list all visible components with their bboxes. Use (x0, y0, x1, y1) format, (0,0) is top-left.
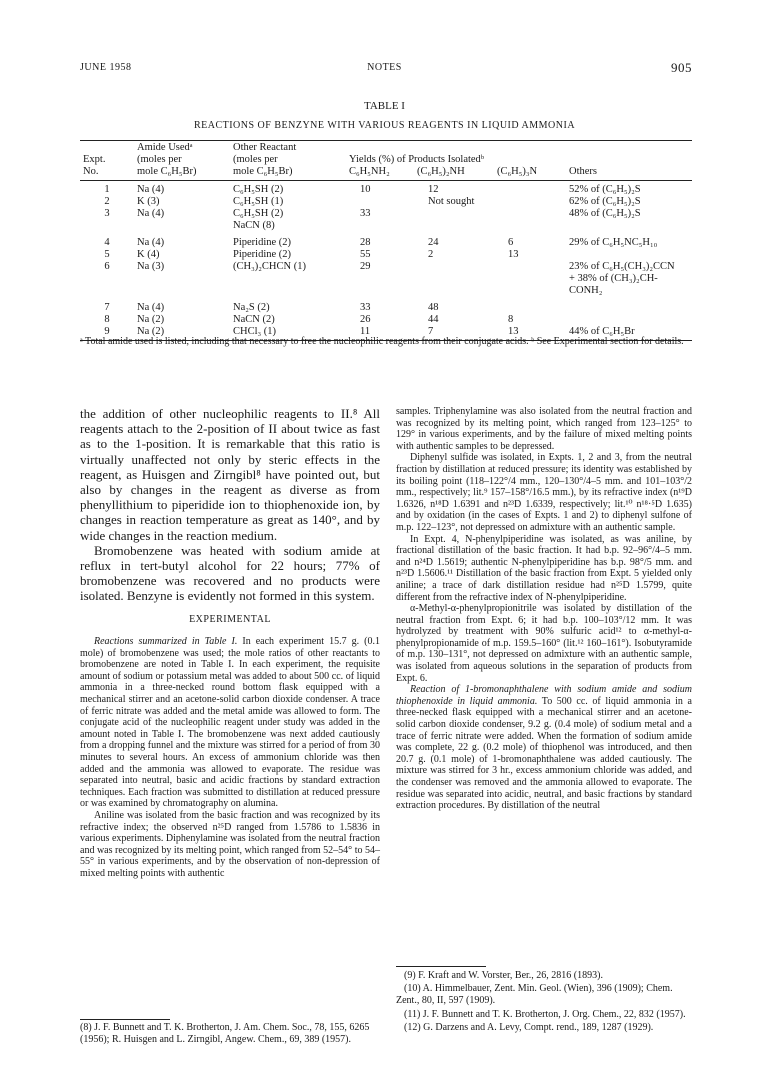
paragraph: In Expt. 4, N-phenylpiperidine was isolated, as was aniline, by fractional distillation of the basic fraction. It had b.p. 92–96°/4–5 mm. and n²⁴D 1.5619; authentic N-phenylpiperidine has b.p. 98°/5 mm. and n²³D 1.5606.¹¹ Distillation of the basic fraction from Expt. 5 yielded only aniline; a trace of dark distillation residue had n²⁵D 1.5799, quite different from the refractive index of N-phenylpiperidine. (396, 533, 692, 603)
table-cell: Na (3) (137, 261, 165, 272)
table-cell (566, 297, 692, 314)
col-header-amide-2: mole C₆H₅Br) (134, 166, 230, 181)
table-cell (346, 220, 414, 232)
table-cell: 33 (360, 302, 371, 313)
col-header-reactant-1: (moles per (233, 154, 278, 165)
col-header-expt-0 (80, 141, 134, 155)
table-cell: Not sought (428, 196, 475, 207)
table-cell (414, 220, 494, 232)
reference-11: (11) J. F. Bunnett and T. K. Brotherton, J. Org. Chem., 22, 832 (1957). (404, 1008, 686, 1020)
section-lead: Reactions summarized in Table I. (94, 636, 238, 647)
table-cell: C₆H₅SH (2) (233, 208, 284, 219)
table-cell: 23% of C₆H₅(CH₃)₂CCN (569, 261, 675, 272)
table-cell: 3 (104, 208, 110, 219)
table-cell: 8 (104, 314, 110, 325)
table-cell (494, 181, 566, 197)
table-cell: Na (2) (137, 314, 165, 325)
table-cell: (CH₃)₂CHCN (1) (233, 261, 306, 272)
table-cell: Na (4) (137, 237, 165, 248)
table-cell: 4 (104, 237, 110, 248)
paragraph: Diphenyl sulfide was isolated, in Expts. 1, 2 and 3, from the neutral fraction by distillation at reduced pressure; its identity was established by its boiling point (118–122°/4 mm., 120–130°/4–5 mm. and 101–103°/2 mm., respectively; lit.⁹ 157–158°/16.5 mm.), by its refractive index (n¹⁹D 1.6326, n¹⁸D 1.6391 and n²³D 1.6339, respectively; lit.¹⁰ n¹⁸·⁵D 1.635) and by oxidation (in the cases of Expts. 1 and 2) to diphenyl sulfone of m.p. 122–123°, not depressed on admixture with an authentic sample. (396, 452, 692, 533)
table-cell (80, 273, 134, 285)
table-cell: 12 (428, 184, 439, 195)
table-cell (414, 273, 494, 285)
table-cell (494, 273, 566, 285)
table-cell (414, 208, 494, 220)
paragraph: α-Methyl-α-phenylpropionitrile was isolated by distillation of the neutral fraction from Expt. 6; it had b.p. 100–103°/12 mm. It was hydrolyzed by treatment with 90% sulfuric acid¹² to α-methyl-α-phenylpropionamide of m.p. 159.5–160° (lit.¹² 160–161°). Isobutyramide of m.p. 130–131°, not depressed on admixture with an authentic sample, was isolated from aqueous solutions in the separation of products from Expt. 6. (396, 603, 692, 684)
left-body-text (80, 406, 380, 604)
col-header-yields: Yields (%) of Products Isolatedᵇ (349, 154, 485, 165)
table-cell: 5 (104, 249, 110, 260)
paragraph: samples. Triphenylamine was also isolated from the neutral fraction and was recognized by its melting point, which ranged from 123–125° to 129° in various experiments, and by the failure of mixed melting points with authentic samples to be depressed. (396, 406, 692, 452)
table-row (80, 232, 692, 249)
table-cell: Na (4) (137, 302, 165, 313)
table-cell: 7 (104, 302, 110, 313)
table-cell (346, 285, 414, 297)
table-cell: 48% of (C₆H₅)₂S (569, 208, 641, 219)
table-cell (346, 196, 414, 208)
table-cell (494, 196, 566, 208)
table-cell (414, 261, 494, 273)
table-row (80, 297, 692, 314)
table-row (80, 196, 692, 208)
table-cell: Piperidine (2) (233, 237, 292, 248)
table-cell: + 38% of (CH₃)₂CH- (569, 273, 658, 284)
table-cell: 2 (104, 196, 110, 207)
table-cell (230, 273, 346, 285)
table-cell: C₆H₅SH (1) (233, 196, 284, 207)
references-list (396, 970, 692, 1035)
table-cell: 11 (346, 326, 414, 341)
table-cell: 8 (508, 314, 514, 325)
table-cell: K (3) (137, 196, 160, 207)
table-cell: 29% of C₆H₅NC₅H₁₀ (569, 237, 658, 248)
table-row (80, 208, 692, 220)
col-header-others: Others (566, 166, 692, 181)
table-cell: 24 (428, 237, 439, 248)
running-header-date: JUNE 1958 (80, 62, 132, 73)
table-cell (494, 285, 566, 297)
table-cell (230, 285, 346, 297)
table-cell: Na (2) (134, 326, 230, 341)
col-header-amide-0: Amide Usedᵃ (134, 141, 230, 155)
table-cell: 48 (428, 302, 439, 313)
table-cell: NaCN (8) (233, 220, 275, 231)
table-cell: Na (4) (137, 184, 165, 195)
table-cell: CHCl₃ (1) (230, 326, 346, 341)
table-cell: K (4) (137, 249, 160, 260)
table-cell (494, 297, 566, 314)
col-header-triphenylamine: (C₆H₅)₃N (494, 166, 566, 181)
reactions-table (80, 140, 692, 341)
table-label: TABLE I (364, 100, 405, 112)
table-cell (566, 249, 692, 261)
table-cell: 13 (508, 249, 519, 260)
table-cell: 1 (104, 184, 110, 195)
table-cell (566, 220, 692, 232)
col-header-amide-1: (moles per (137, 154, 182, 165)
reference-12: (12) G. Darzens and A. Levy, Compt. rend., 189, 1287 (1929). (404, 1021, 654, 1033)
section-lead: Reaction of 1-bromonaphthalene with sodium amide and sodium thiophenoxide in liquid ammonia. (396, 684, 692, 707)
table-cell: 26 (360, 314, 371, 325)
table-cell: Na (4) (137, 208, 165, 219)
paragraph: Bromobenzene was heated with sodium amide at reflux in tert-butyl alcohol for 22 hours; 77% of bromobenzene was recovered and no products were isolated. Benzyne is evidently not formed in this system. (80, 542, 380, 604)
table-cell: 28 (360, 237, 371, 248)
table-cell (134, 273, 230, 285)
table-cell: NaCN (2) (233, 314, 275, 325)
table-row (80, 273, 692, 285)
col-header-diphenylamine: (C₆H₅)₂NH (414, 166, 494, 181)
table-row (80, 314, 692, 326)
reference-8: (8) J. F. Bunnett and T. K. Brotherton, J. Am. Chem. Soc., 78, 155, 6265 (1956); R. Huisgen and L. Zirngibl, Angew. Chem., 69, 389 (1957). (80, 1022, 370, 1046)
reference-10: (10) A. Himmelbauer, Zent. Min. Geol. (Wien), 396 (1909); Chem. Zent., 80, II, 597 (1909). (396, 983, 673, 1007)
table-title: REACTIONS OF BENZYNE WITH VARIOUS REAGENTS IN LIQUID AMMONIA (193, 120, 576, 131)
experimental-text (80, 636, 380, 879)
table-cell: Piperidine (2) (233, 249, 292, 260)
page-number: 905 (671, 60, 692, 75)
table-row (80, 249, 692, 261)
table-cell: 55 (360, 249, 371, 260)
table-cell (566, 314, 692, 326)
table-cell: 29 (360, 261, 371, 272)
table-cell (80, 220, 134, 232)
col-header-expt-1: Expt. (83, 154, 106, 165)
table-cell: 33 (360, 208, 371, 219)
running-header-section: NOTES (367, 62, 402, 73)
col-header-aniline: C₆H₅NH₂ (346, 166, 414, 181)
table-row (80, 261, 692, 273)
table-row (80, 285, 692, 297)
table-cell: 62% of (C₆H₅)₂S (569, 196, 641, 207)
table-cell (414, 285, 494, 297)
footnote-rule (80, 1019, 170, 1020)
table-cell: 6 (104, 261, 110, 272)
table-cell: 52% of (C₆H₅)₂S (569, 184, 641, 195)
table-footnote: ᵃ Total amide used is listed, including that necessary to free the nucleophilic reagents from their conjugate acids. ᵇ See Experimental section for details. (80, 336, 684, 347)
table-cell: 44 (428, 314, 439, 325)
right-body-text (396, 406, 692, 812)
paragraph: Aniline was isolated from the basic fraction and was recognized by its refractive index; the observed n²⁵D ranged from 1.5786 to 1.5836 in various experiments. Diphenylamine was isolated from the neutral fraction and was recognized by its melting point, which ranged from 52–54° to 54–55° in various experiments, and by the observation of non-depression of mixed melting points with authentic (80, 809, 380, 879)
table-cell (134, 220, 230, 232)
table-row (80, 220, 692, 232)
table-cell: 2 (428, 249, 434, 260)
reference-9: (9) F. Kraft and W. Vorster, Ber., 26, 2816 (1893). (404, 970, 603, 981)
col-header-reactant-0: Other Reactant (230, 141, 346, 155)
footnote-rule (396, 966, 486, 967)
table-cell: 10 (360, 184, 371, 195)
col-header-expt-2: No. (80, 166, 134, 181)
table-cell (494, 208, 566, 220)
table-row (80, 181, 692, 197)
table-cell (494, 220, 566, 232)
table-cell: 13 (494, 326, 566, 341)
col-header-reactant-2: mole C₆H₅Br) (230, 166, 346, 181)
table-cell: C₆H₅SH (2) (233, 184, 284, 195)
table-cell (346, 273, 414, 285)
table-cell: CONH₂ (569, 285, 603, 296)
paragraph: the addition of other nucleophilic reagents to II.⁸ All reagents attach to the 2-position of II about twice as fast as to the 1-position. It is remarkable that this ratio is virtually unaffected not only by steric effects in the reagent, as Huisgen and Zirngibl⁸ have pointed out, but also by changes in the reagent as diverse as from phenyllithium to piperidide ion to thiophenoxide ion, by changes in reaction temperature as great as 140°, and by wide changes in the reaction medium. (80, 406, 380, 543)
table-cell (80, 285, 134, 297)
paragraph: To 500 cc. of liquid ammonia in a three-necked flask equipped with a mechanical stirrer and an acetone-solid carbon dioxide condenser, 9.2 g. (0.4 mole) of sodium metal and a trace of ferric nitrate were added. When the formation of sodium amide was complete, 22 g. (0.2 mole) of thiophenol was introduced, and then 20.7 g. (0.1 mole) of 1-bromonaphthalene was added cautiously. The mixture was stirred for 3 hr., excess ammonium chloride was added, and the condenser was removed and the ammonia allowed to evaporate. The residue was separated into acidic, neutral, and basic fractions by standard extraction procedures. By distillation of the neutral (396, 695, 692, 812)
table-cell (134, 285, 230, 297)
paragraph: In each experiment 15.7 g. (0.1 mole) of bromobenzene was used; the mole ratios of other reactants to bromobenzene are noted in Table I. In each experiment, the requisite amount of sodium or potassium metal was added to about 500 cc. of liquid ammonia in a three-necked round bottom flask equipped with a mechanical stirrer and an acetone-solid carbon dioxide condenser. A trace of ferric nitrate was added and the metal amide was allowed to form. The conjugate acid of the nucleophilic reagent under study was added in the amount noted in Table I. The bromobenzene was next added cautiously from a dropping funnel and the mixture was stirred for a period of from 30 minutes to several hours. An excess of ammonium chloride was then added and the ammonia was allowed to evaporate. The residue was separated into neutral, basic and acidic fractions by standard extraction techniques. Each fraction was submitted to distillation at reduced pressure or was examined by chromatography on alumina. (80, 636, 380, 810)
table-cell: Na₂S (2) (233, 302, 270, 313)
table-cell: 7 (414, 326, 494, 341)
experimental-heading: EXPERIMENTAL (189, 614, 271, 625)
table-cell: 44% of C₆H₅Br (566, 326, 692, 341)
table-cell: 9 (80, 326, 134, 341)
table-cell: 6 (508, 237, 514, 248)
table-cell (494, 261, 566, 273)
